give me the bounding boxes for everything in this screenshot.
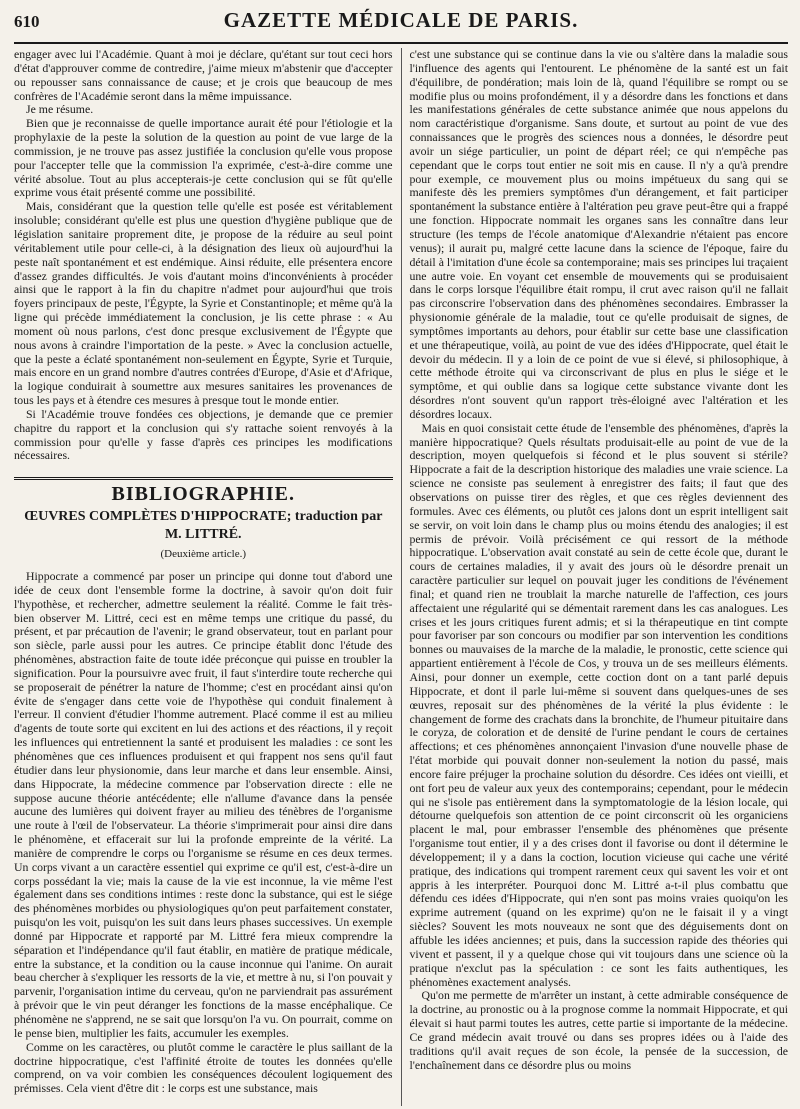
article-number: (Deuxième article.) — [160, 548, 246, 561]
paragraph: Bien que je reconnaisse de quelle importance aurait été pour l'étiologie et la prophylaxie de la peste la solution de la question au point de vue large de la commission, je ne trouve pas assez justifiée la conclusion qu'elle vous propose pour l'accepter telle que la commission l'a exprimée, c'est-à-dire comme une vérité absolue. Tout au plus accepterais-je cette conclusion qui se fût qu'elle exprime vous était présenté comme une possibilité. — [14, 116, 393, 200]
section-heading: BIBLIOGRAPHIE. — [111, 483, 295, 506]
review-body-right — [410, 48, 789, 1072]
paragraph: Mais en quoi consistait cette étude de l'ensemble des phénomènes, d'après la manière hippocratique? Quels résultats produisait-elle au point de vue de la description, moyen quelquefois si fécond et le plus souvent si stérile? Hippocrate a fait de la description historique des maladies une vraie science. La science ne consiste pas seulement à enregistrer des faits; il faut que des observations on puisse tirer des règles, et que ces règles deviennent des formules. Avec ces éléments, ou plutôt ces jalons dont un esprit intelligent sait se servir, on voit loin dans le champ plus ou moins étendu des analogies; il est permis de prévoir. Voilà précisément ce qui ressort de la méthode hippocratique. L'observation avait constaté au sein de cette école que, durant le cours de certaines maladies, il y avait des jours où le désordre prenait un caractère particulier sur lequel on pouvait juger les conditions de l'événement final; et quand rien ne troublait la marche naturelle de l'affection, ces jours affectaient une régularité qui se démentait rarement dans les cas analogues. Les crises et les jours critiques furent admis; et si la thérapeutique en tint compte pour favoriser par son concours ou modifier par son intervention les conditions bonnes ou mauvaises de la marche de la maladie, le pronostic, cette science qui appartient entièrement à l'école de Cos, y trouva un de ses meilleurs éléments. Ainsi, pour donner un exemple, cette coction dont on a tant parlé depuis Hippocrate, et dont il parle lui-même si souvent dans quelques-unes de ses œuvres, reposait sur des phénomènes de la vérité la plus évidente : le changement de forme des crachats dans la bronchite, de l'humeur pituitaire dans le coryza, de coloration et de densité de l'urine pendant le cours de certaines affections; et ces phénomènes annonçaient l'invasion d'une nouvelle phase de l'état morbide qui pouvait donner non-seulement la notion du passé, mais encore faire préjuger la prochaine solution du désordre. Ces idées ont vieilli, et ont fort peu de valeur aux yeux des contemporains; cependant, pour le médecin qui ne s'isole pas entièrement dans la symptomatologie de la lésion locale, qui détourne quelquefois son attention de ce point circonscrit où les organiciens placent le mal, pour embrasser l'ensemble des phénomènes que présente l'organisme tout entier, il y a des crises dont il favorise ou dont il détermine le développement; il y a dans la coction, locution vicieuse qui cache une vérité pratique, des indications qui trompent rarement ceux qui savent les voir et ont appris à les interpréter. Pourquoi donc M. Littré a-t-il plus combattu que défendu ces idées d'Hippocrate, qui n'en sont pas moins vraies quoiqu'on les exprime autrement (quand on les exprime) qu'on ne le faisait il y a vingt siècles? Souvent les mots nouveaux ne sont que des déguisements dont on affuble les idées anciennes; et puis, dans la succession rapide des théories qui vivent et passent, il y a quelque chose qui vit toujours dans une science où la pratique n'exclut pas la spéculation : ce sont les faits authentiques, les phénomènes exactement analysés. — [409, 420, 788, 989]
paragraph: Hippocrate a commencé par poser un principe qui donne tout d'abord une idée de ceux dont l'ensemble forme la doctrine, à savoir qu'on doit fuir l'hypothèse, et rechercher, admettre seulement la réalité. Comme le fait très-bien observer M. Littré, ceci est en même temps une critique du passé, du présent, et par précaution de l'avenir; le grand observateur, tout en parlant pour son siècle, parle aussi pour les autres. Ce principe établit donc l'étude des phénomènes, abstraction faite de toute idée préconçue qui puisse en troubler la signification. Pour la poursuivre avec fruit, il faut s'interdire toute recherche qui se proposerait de pénétrer la nature de l'homme; c'est en procédant ainsi qu'on évite de s'engager dans cette voie de l'hypothèse qui conduit finalement à l'erreur. Il convient d'étudier l'homme autrement. Placé comme il est au milieu d'agents de toute sorte qui excitent en lui des actions et des réactions, il y reçoit les influences qui entretiennent la santé et produisent les maladies : ce sont les phénomènes que ces influences produisent et qui frappent nos sens qu'il faut étudier dans leur physionomie, dans leur marche et dans leur ensemble. Ainsi, dans Hippocrate, la médecine commence par l'observation directe : elle ne suppose aucune théorie antécédente; elle n'allume d'avance dans la pensée aucune des lumières qui doivent frayer au milieu des ténèbres de l'organisme une route à l'œil de l'observateur. La théorie s'imprimerait pour ainsi dire dans le phénomène, et effacerait sur lui la profonde empreinte de la vérité. La manière de comprendre le corps ou l'organisme se résume en ces deux termes. Un corps vivant a un caractère essentiel qui exprime ce qu'il est, c'est-à-dire un corps possédant la vie; mais la cause de la vie est inconnue, la vie même l'est également dans ses conditions intimes : reste donc la substance, qui est le siége des phénomènes morbides ou physiologiques qu'on peut parfaitement constater, puisqu'on les voit, puisqu'on les suit dans leurs phases successives. Un exemple donné par Hippocrate et rapporté par M. Littré fera mieux comprendre la séparation et l'indépendance qu'il faut établir, en matière de pratique médicale, entre la substance, et la condition ou la cause inconnue qui l'anime. On aurait beau chercher à s'expliquer les ressorts de la vie, et mettre à nu, si l'on pouvait y parvenir, l'organisation intime du cerveau, qu'on ne parviendrait pas assurément à prévoir que le vin peut déranger les fonctions de la masse encéphalique. Ce phénomène ne s'apprend, ne se sait que lorsqu'on l'a vu. On pourrait, comme on le pense bien, multiplier les faits, accumuler les exemples. — [14, 569, 393, 1040]
work-subtitle: ; traduction par — [286, 509, 383, 525]
left-column — [14, 48, 401, 1106]
two-column-body — [14, 48, 788, 1106]
paragraph: Mais, considérant que la question telle qu'elle est posée est véritablement insoluble; considérant qu'elle est plus une question d'hygiène publique que de législation sanitaire proprement dite, je propose de la réduire au seul point véritablement utile pour celle-ci, à la désignation des lieux où aujourd'hui la peste naît spontanément et est endémique. Ainsi réduite, elle présentera encore d'assez grandes difficultés. Je vois d'autant moins d'inconvénients à procéder ainsi que le rapport à la fin du chapitre n'admet pour aujourd'hui que trois foyers principaux de peste, l'Égypte, la Syrie et Constantinople; et même qu'à la ligne qui précède immédiatement la conclusion, je lis cette phrase : « Au moment où nous parlons, c'est donc presque exclusivement de l'Égypte que nous avons à craindre l'importation de la peste. » Avec la conclusion actuelle, que la peste a éclaté spontanément non-seulement en Égypte, Syrie et Turquie, mais encore en un grand nombre d'autres contrées d'Europe, d'Asie et d'Afrique, la logique conduirait à soumettre aux mesures sanitaires les provenances de tous les pays et à étendre ces mesures à presque tout le monde entier. — [14, 199, 393, 408]
paragraph: c'est une substance qui se continue dans la vie ou s'altère dans la maladie sous l'influence des agents qui l'entourent. Le phénomène de la santé est un fait d'équilibre, de pondération; mais loin de là, quand l'équilibre se rompt ou se modifie plus ou moins profondément, il y a désordre dans les fonctions et dans les manifestations générales de cette substance animée que nous appelons du nom caractéristique d'organisme. Sans doute, et surtout au point de vue des connaissances que le progrès des sciences nous a données, le désordre peut avoir un siége particulier, un point de départ réel; ce qui n'empêche pas cependant que le corps tout entier ne soit mis en cause. Il n'y a qu'à prendre pour exemple, ce mouvement plus ou moins impétueux du sang qui se manifeste dès les premiers symptômes d'un dérangement, et fait participer spontanément la substance entière à l'altération peu grave peut-être qui a frappé une fonction. Hippocrate nommait les organes sans les connaître dans leur structure (les temps de l'école anatomique d'Alexandrie n'étaient pas encore venus); il aurait pu, malgré cette lacune dans la science de l'époque, faire du détail à l'imitation d'une école sa contemporaine; mais ses principes lui traçaient une autre voie. En voyant cet ensemble de mouvements qui se produisaient dans le corps lorsque l'équilibre était rompu, il crut avec raison qu'il ne fallait pas circonscrire l'observation dans des phénomènes secondaires. Embrasser la physionomie générale de la maladie, tout ce qu'elle produisait de signes, de symptômes importants au dehors, pour établir sur cette base une classification et une thérapeutique, voilà, au point de vue des idées d'Hippocrate, quel était le devoir du médecin. Il y a loin de ce point de vue si élevé, si philosophique, à cette méthode étroite qui va circonscrivant de plus en plus le siége et le symptôme, et qui oublie dans sa logique cette substance vivante dont les désordres n'ont souvent qu'un rapport très-éloigné avec l'altération et les désordres locaux. — [409, 48, 788, 421]
review-body-left — [14, 570, 393, 1096]
work-name: ŒUVRES COMPLÈTES D'HIPPOCRATE — [24, 509, 287, 525]
paragraph: Comme on les caractères, ou plutôt comme le caractère le plus saillant de la doctrine hippocratique, c'est l'affinité étroite de toutes les données qu'elle comprend, on va voir combien les conséquences découlent logiquement des prémisses. Cela vient d'être dit : le corps est une substance, mais — [14, 1039, 393, 1096]
translator-name: M. LITTRÉ. — [164, 527, 242, 543]
report-conclusion-section — [14, 48, 393, 463]
paragraph: Je me résume. — [26, 102, 94, 117]
journal-title: GAZETTE MÉDICALE DE PARIS. — [223, 8, 579, 32]
right-column — [401, 48, 789, 1106]
page-number: 610 — [14, 12, 40, 31]
paragraph: Si l'Académie trouve fondées ces objections, je demande que ce premier chapitre du rapport et la conclusion qui s'y rattache soient renvoyés à la commission pour qu'elle y fasse d'après ces principes les modifications nécessaires. — [14, 406, 393, 463]
section-divider — [14, 477, 393, 480]
review-title — [14, 508, 393, 544]
page-header — [14, 8, 788, 44]
paragraph: Qu'on me permette de m'arrêter un instant, à cette admirable conséquence de la doctrine, au pronostic ou à la prognose comme la nommait Hippocrate, et qui élevait si haut parmi toutes les autres, cette partie si importante de la médecine. Ce grand médecin avait trouvé ou dans ses propres idées ou à l'aide des traditions qu'il avait reçues de son école, la pensée de la succession, de l'enchaînement dans ce désordre plus ou moins — [409, 988, 788, 1072]
paragraph: engager avec lui l'Académie. Quant à moi je déclare, qu'étant sur tout ceci hors d'état d'approuver comme de contredire, j'aime mieux m'abstenir que d'accepter ou repousser sans connaissance de cause; et je crois que beaucoup de mes confrères de l'Académie seront dans la même impuissance. — [14, 48, 393, 103]
